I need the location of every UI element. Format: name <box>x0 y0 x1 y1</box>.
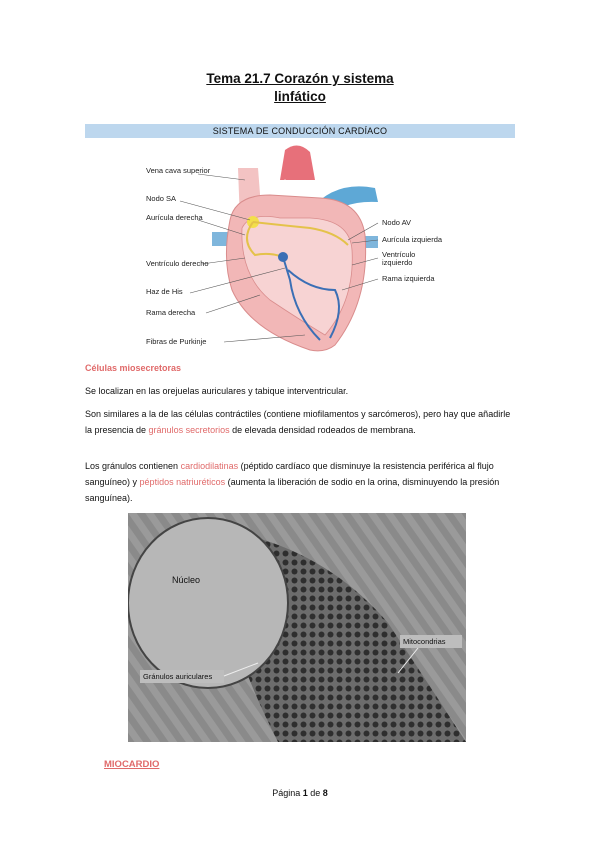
label-ventriculo-izquierdo-2: izquierdo <box>382 258 413 267</box>
label-vena-cava: Vena cava superior <box>146 166 211 175</box>
label-auricula-derecha: Aurícula derecha <box>146 213 203 222</box>
label-nodo-sa: Nodo SA <box>146 194 177 203</box>
label-nucleo: Núcleo <box>172 575 201 585</box>
label-auricula-izquierda: Aurícula izquierda <box>382 235 443 244</box>
paragraph-3 <box>85 458 515 506</box>
footer-total-pages: 8 <box>322 788 328 798</box>
p3-highlight-1: cardiodilatinas <box>180 461 239 471</box>
label-rama-izquierda: Rama izquierda <box>382 274 435 283</box>
label-haz-his: Haz de His <box>146 287 183 296</box>
title-line-1: Tema 21.7 Corazón y sistema <box>206 71 394 86</box>
footer-page-word: Página <box>272 788 301 798</box>
label-nodo-av: Nodo AV <box>382 218 412 227</box>
label-ventriculo-izquierdo-1: Ventrículo <box>382 250 416 259</box>
label-granulos: Gránulos auriculares <box>143 672 213 681</box>
p2-highlight: gránulos secretorios <box>148 425 230 435</box>
electron-micrograph <box>128 513 466 742</box>
p2-text-a: Son similares a la de las células contráctiles (contiene miofilamentos y sarcómeros), pero hay que añadirle la presencia de <box>85 409 511 435</box>
p2-text-b: de elevada densidad rodeados de membrana. <box>229 425 416 435</box>
label-aorta: Aorta <box>282 178 304 188</box>
p3-text-a: Los gránulos contienen <box>85 461 181 471</box>
p3-highlight-2: péptidos natriuréticos <box>139 477 226 487</box>
p3-text-c: (aumenta la liberación de sodio en la orina, disminuyendo la presión sanguínea). <box>85 477 500 503</box>
page-footer <box>0 788 600 798</box>
paragraph-2 <box>85 406 515 438</box>
document-title <box>0 70 600 106</box>
footer-current-page: 1 <box>302 788 308 798</box>
p3-text-b: (péptido cardíaco que disminuye la resistencia periférica al flujo sanguíneo) y <box>85 461 494 487</box>
heart-conduction-diagram <box>120 140 480 355</box>
nucleus <box>128 518 288 688</box>
label-mitocondrias: Mitocondrias <box>403 637 446 646</box>
aorta-vessel <box>280 145 315 180</box>
label-rama-derecha: Rama derecha <box>146 308 196 317</box>
section-heading-bar: SISTEMA DE CONDUCCIÓN CARDÍACO <box>85 124 515 138</box>
footer-of-word: de <box>310 788 321 798</box>
title-line-2: linfático <box>274 89 326 104</box>
section-subheading: Células miosecretoras <box>85 363 182 373</box>
label-ventriculo-derecho: Ventrículo derecho <box>146 259 209 268</box>
paragraph-1: Se localizan en las orejuelas auriculares y tabique interventricular. <box>85 386 349 396</box>
label-fibras-purkinje: Fibras de Purkinje <box>146 337 207 346</box>
next-section-heading: MIOCARDIO <box>104 759 160 770</box>
